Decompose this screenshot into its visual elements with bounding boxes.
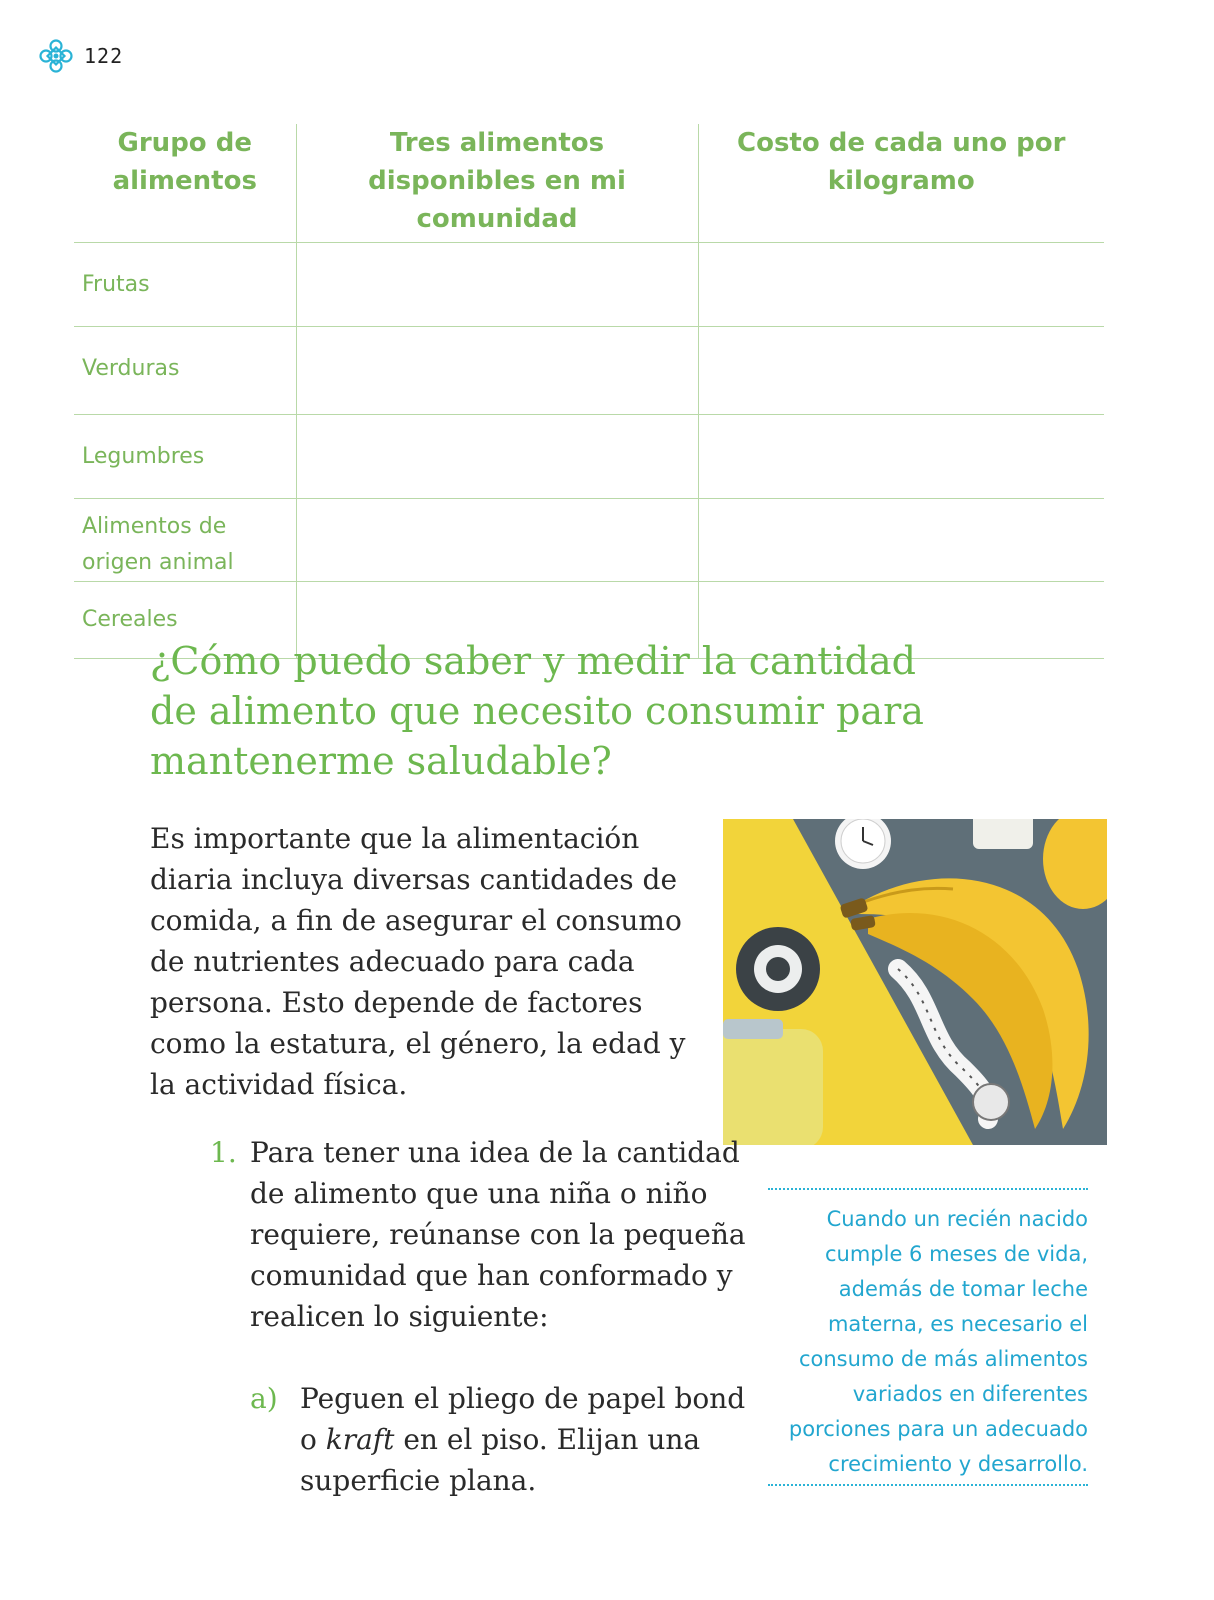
step-text: Para tener una idea de la cantidad de alimento que una niña o niño requiere, reúnanse con la pequeña comunidad que han conformado y realicen lo siguiente: [250, 1136, 746, 1333]
table-row [74, 415, 1104, 499]
step-number: 1. [210, 1136, 237, 1169]
column-header-cost: Costo de cada uno por kilogramo [698, 124, 1104, 243]
section-title: ¿Cómo puedo saber y medir la cantidad de alimento que necesito consumir para mantenerme saludable? [150, 639, 924, 783]
column-header-group: Grupo de alimentos [74, 124, 296, 243]
row-label: Cereales [74, 582, 296, 659]
intro-paragraph: Es importante que la alimentación diaria incluya diversas cantidades de comida, a fin de asegurar el consumo de nutrientes adecuado para cada persona. Esto depende de factores como la estatura, el género, la edad y la actividad física. [150, 822, 686, 1101]
empty-cell[interactable] [698, 327, 1104, 415]
empty-cell[interactable] [296, 327, 698, 415]
substep-letter: a) [250, 1382, 278, 1415]
table-header-row [74, 124, 1104, 243]
row-label: Alimentos de origen animal [74, 499, 296, 582]
kraft-italic: kraft [325, 1423, 395, 1456]
ornament-icon [38, 38, 74, 74]
empty-cell[interactable] [698, 243, 1104, 327]
page-number: 122 [84, 44, 124, 68]
row-label: Frutas [74, 243, 296, 327]
column-header-foods: Tres alimentos disponibles en mi comunidad [296, 124, 698, 243]
page-header [38, 38, 123, 74]
sidenote-text: Cuando un recién nacido cumple 6 meses de vida, además de tomar leche materna, es necesario el consumo de más alimentos variados en diferentes porciones para un adecuado crecimiento y desarrollo. [788, 1207, 1088, 1476]
row-label: Legumbres [74, 415, 296, 499]
food-groups-table [74, 124, 1104, 659]
sidenote-box [768, 1188, 1088, 1486]
empty-cell[interactable] [698, 499, 1104, 582]
bananas-photo [723, 819, 1107, 1145]
table-row [74, 499, 1104, 582]
empty-cell[interactable] [698, 415, 1104, 499]
table-row [74, 327, 1104, 415]
empty-cell[interactable] [296, 499, 698, 582]
empty-cell[interactable] [296, 415, 698, 499]
empty-cell[interactable] [296, 243, 698, 327]
substep-text: Peguen el pliego de papel bond o kraft en el piso. Elijan una superficie plana. [300, 1382, 746, 1497]
row-label: Verduras [74, 327, 296, 415]
table-row [74, 243, 1104, 327]
